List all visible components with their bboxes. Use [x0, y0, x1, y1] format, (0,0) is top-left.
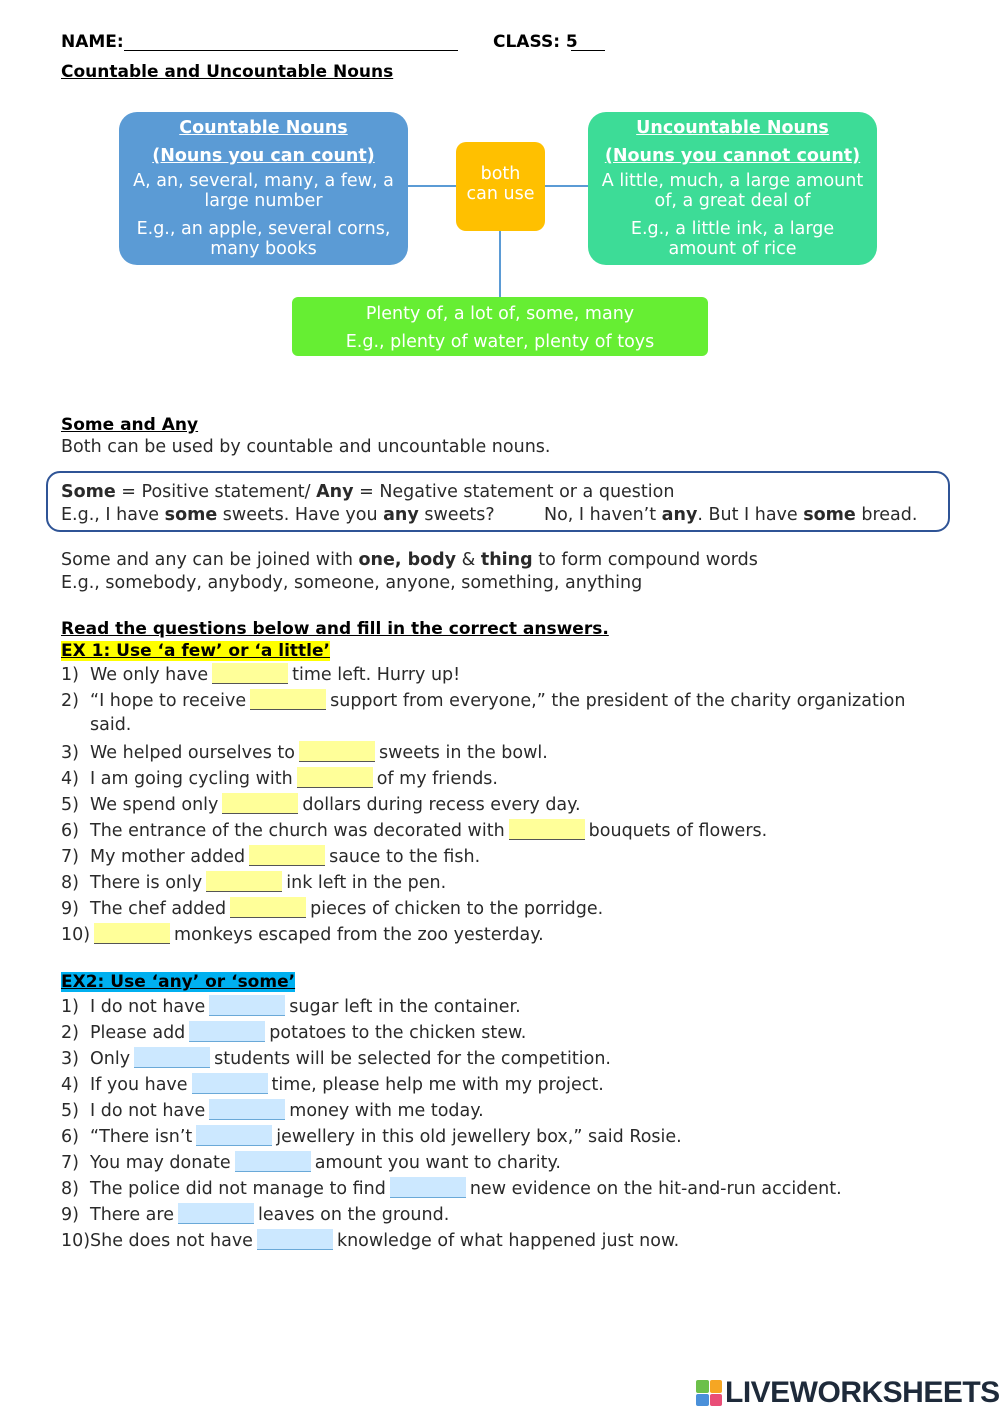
ex2-question-3: [61, 1047, 611, 1069]
ex1-question-9: [61, 897, 603, 919]
ex1-question-4: [61, 767, 498, 789]
question-continuation: said.: [90, 715, 132, 735]
question-number: 4): [61, 1075, 79, 1095]
page-title: Countable and Uncountable Nouns: [61, 62, 394, 82]
name-blank-line: [124, 38, 458, 51]
countable-title: Countable Nouns: [179, 118, 348, 138]
question-text-before: There is only: [90, 873, 203, 893]
class-label: CLASS: 5: [493, 32, 578, 52]
ex1-question-10: [61, 923, 544, 945]
ex2-question-5: [61, 1099, 484, 1121]
question-text-after: monkeys escaped from the zoo yesterday.: [174, 925, 544, 945]
plenty-line-1: Plenty of, a lot of, some, many: [365, 304, 635, 324]
question-number: 1): [61, 665, 79, 685]
question-number: 7): [61, 1153, 79, 1173]
answer-blank-input[interactable]: [249, 845, 325, 866]
question-text-after: jewellery in this old jewellery box,” said Rosie.: [276, 1127, 682, 1147]
question-text-after: pieces of chicken to the porridge.: [310, 899, 604, 919]
question-text-after: sugar left in the container.: [289, 997, 521, 1017]
connector-down: [499, 231, 501, 297]
question-text-before: We helped ourselves to: [90, 743, 295, 763]
question-text-before: I am going cycling with: [90, 769, 293, 789]
question-text-after: time, please help me with my project.: [271, 1075, 604, 1095]
question-text-after: knowledge of what happened just now.: [336, 1231, 680, 1251]
question-number: 2): [61, 1023, 79, 1043]
question-text-before: Only: [90, 1049, 131, 1069]
question-text-after: time left. Hurry up!: [292, 665, 461, 685]
ex1-question-1: [61, 663, 460, 685]
both-line-1: both: [480, 164, 521, 184]
question-text-before: If you have: [90, 1075, 188, 1095]
answer-blank-input[interactable]: [209, 1099, 285, 1120]
uncountable-line-3: E.g., a little ink, a large: [630, 219, 835, 239]
liveworksheets-logo: [696, 1376, 1000, 1410]
ex2-question-1: [61, 995, 521, 1017]
question-number: 10): [61, 1231, 91, 1251]
both-can-use-box: [456, 142, 545, 231]
question-number: 5): [61, 795, 79, 815]
countable-line-1: A, an, several, many, a few, a: [133, 171, 394, 191]
rule-line: [61, 482, 674, 502]
question-text-before: We only have: [90, 665, 209, 685]
ex1-question-3: [61, 741, 548, 763]
question-text-after: potatoes to the chicken stew.: [269, 1023, 527, 1043]
ex1-question-7: [61, 845, 480, 867]
question-text-before: “I hope to receive: [90, 691, 247, 711]
question-text-after: money with me today.: [289, 1101, 484, 1121]
compound-examples: E.g., somebody, anybody, someone, anyone, something, anything: [61, 573, 643, 593]
question-text-before: The chef added: [90, 899, 227, 919]
question-text-before: I do not have: [90, 997, 206, 1017]
countable-nouns-box: [119, 112, 408, 265]
answer-blank-input[interactable]: [196, 1125, 272, 1146]
rule-some: Some: [61, 482, 116, 502]
question-text-after: sweets in the bowl.: [378, 743, 548, 763]
question-text-before: “There isn’t: [90, 1127, 193, 1147]
question-number: 3): [61, 1049, 79, 1069]
some-any-heading: Some and Any: [61, 415, 199, 435]
question-text-before: The police did not manage to find: [90, 1179, 386, 1199]
plenty-line-2: E.g., plenty of water, plenty of toys: [345, 332, 655, 352]
some-any-intro: Both can be used by countable and uncountable nouns.: [61, 437, 551, 457]
question-number: 6): [61, 1127, 79, 1147]
ex1-question-2: [61, 689, 905, 711]
answer-blank-input[interactable]: [192, 1073, 268, 1094]
question-text-before: The entrance of the church was decorated with: [90, 821, 505, 841]
uncountable-title: Uncountable Nouns: [636, 118, 829, 138]
uncountable-line-1: A little, much, a large amount: [601, 171, 864, 191]
ex1-question-5: [61, 793, 581, 815]
question-text-after: sauce to the fish.: [329, 847, 481, 867]
ex1-heading: EX 1: Use ‘a few’ or ‘a little’: [61, 641, 330, 661]
answer-blank-input[interactable]: [94, 923, 170, 944]
answer-blank-input[interactable]: [390, 1177, 466, 1198]
question-text-before: Please add: [90, 1023, 186, 1043]
plenty-of-box: [292, 297, 708, 356]
rule-any: Any: [316, 482, 354, 502]
answer-blank-input[interactable]: [235, 1151, 311, 1172]
answer-blank-input[interactable]: [134, 1047, 210, 1068]
ex1-question-6: [61, 819, 767, 841]
ex2-question-8: [61, 1177, 842, 1199]
uncountable-line-2: of, a great deal of: [654, 191, 811, 211]
question-number: 9): [61, 1205, 79, 1225]
question-number: 5): [61, 1101, 79, 1121]
question-text-before: I do not have: [90, 1101, 206, 1121]
question-number: 7): [61, 847, 79, 867]
question-number: 10): [61, 925, 91, 945]
countable-subtitle: (Nouns you can count): [152, 146, 375, 166]
answer-blank-input[interactable]: [299, 741, 375, 762]
countable-line-3: E.g., an apple, several corns,: [136, 219, 391, 239]
question-text-before: You may donate: [90, 1153, 231, 1173]
question-text-after: of my friends.: [376, 769, 498, 789]
answer-blank-input[interactable]: [509, 819, 585, 840]
ex2-heading: EX2: Use ‘any’ or ‘some’: [61, 972, 296, 992]
class-blank-line: [571, 38, 605, 51]
rule-end: = Negative statement or a question: [353, 482, 675, 502]
question-number: 8): [61, 1179, 79, 1199]
question-number: 3): [61, 743, 79, 763]
question-number: 4): [61, 769, 79, 789]
question-text-after: dollars during recess every day.: [302, 795, 581, 815]
ex2-question-4: [61, 1073, 604, 1095]
logo-text: LIVEWORKSHEETS: [725, 1376, 1000, 1409]
uncountable-line-4: amount of rice: [668, 239, 797, 259]
answer-blank-input[interactable]: [206, 871, 282, 892]
question-number: 9): [61, 899, 79, 919]
question-number: 2): [61, 691, 79, 711]
question-text-after: ink left in the pen.: [286, 873, 447, 893]
question-text-before: There are: [90, 1205, 174, 1225]
rule-example-2: No, I haven’t any. But I have some bread.: [544, 505, 918, 525]
answer-blank-input[interactable]: [257, 1229, 333, 1250]
ex2-question-2: [61, 1021, 526, 1043]
ex2-question-6: [61, 1125, 682, 1147]
uncountable-subtitle: (Nouns you cannot count): [604, 146, 861, 166]
countable-line-4: many books: [210, 239, 317, 259]
question-text-after: new evidence on the hit-and-run accident.: [469, 1179, 842, 1199]
countable-line-2: large number: [204, 191, 323, 211]
liveworksheets-logo-icon: [696, 1380, 722, 1406]
ex2-question-9: [61, 1203, 449, 1225]
ex2-question-7: [61, 1151, 561, 1173]
question-text-after: students will be selected for the competition.: [214, 1049, 611, 1069]
both-line-2: can use: [466, 184, 535, 204]
answer-blank-input[interactable]: [209, 995, 285, 1016]
answer-blank-input[interactable]: [178, 1203, 254, 1224]
question-text-before: We spend only: [90, 795, 219, 815]
question-number: 8): [61, 873, 79, 893]
question-text-after: support from everyone,” the president of the charity organization: [330, 691, 906, 711]
name-label: NAME:: [61, 32, 124, 52]
ex1-question-8: [61, 871, 446, 893]
question-text-after: amount you want to charity.: [314, 1153, 561, 1173]
question-text-before: My mother added: [90, 847, 246, 867]
question-text-before: She does not have: [90, 1231, 253, 1251]
connector-right: [545, 185, 588, 187]
answer-blank-input[interactable]: [250, 689, 326, 710]
answer-blank-input[interactable]: [230, 897, 306, 918]
answer-blank-input[interactable]: [212, 663, 288, 684]
answer-blank-input[interactable]: [222, 793, 298, 814]
question-number: 1): [61, 997, 79, 1017]
answer-blank-input[interactable]: [297, 767, 373, 788]
instructions: Read the questions below and fill in the correct answers.: [61, 619, 609, 639]
question-number: 6): [61, 821, 79, 841]
rule-example-1: E.g., I have some sweets. Have you any sweets?: [61, 505, 495, 525]
question-text-after: bouquets of flowers.: [588, 821, 768, 841]
answer-blank-input[interactable]: [189, 1021, 265, 1042]
compound-rule: Some and any can be joined with one, body & thing to form compound words: [61, 550, 758, 570]
question-text-after: leaves on the ground.: [258, 1205, 450, 1225]
uncountable-nouns-box: [588, 112, 877, 265]
rule-mid: = Positive statement/: [115, 482, 317, 502]
ex2-question-10: [61, 1229, 679, 1251]
connector-left: [408, 185, 456, 187]
